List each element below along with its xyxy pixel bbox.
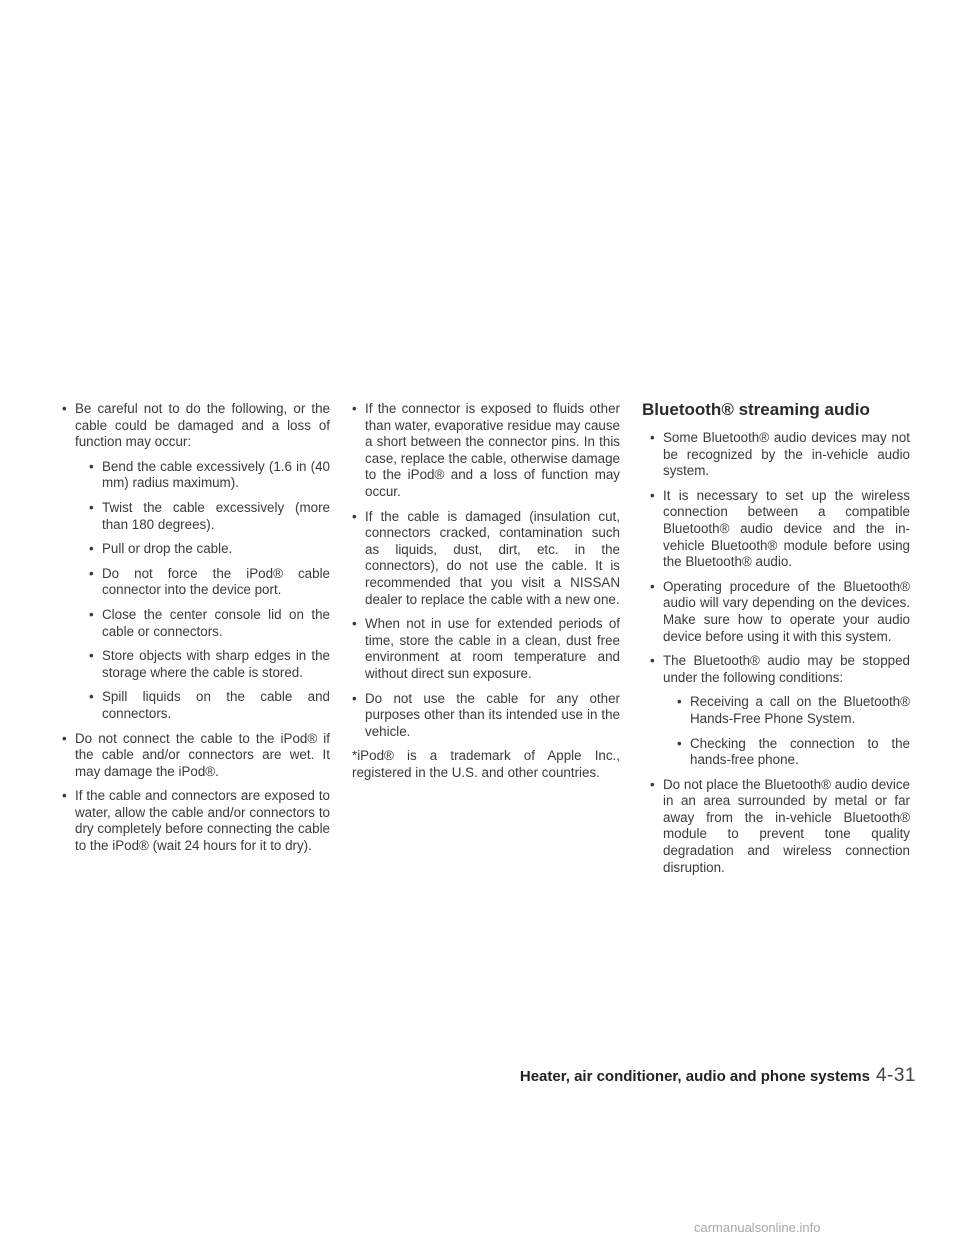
page-footer: [520, 1066, 916, 1087]
watermark: carmanualsonline.info: [694, 1220, 821, 1235]
list-item: • It is necessary to set up the wireless connection between a compatible Bluetooth® audio device and the in-vehicle Bluetooth® module before using the Bluetooth® audio.: [650, 488, 910, 571]
footer-section-title: Heater, air conditioner, audio and phone systems: [519, 1068, 870, 1085]
list-item: • Do not connect the cable to the iPod® if the cable and/or connectors are wet. It may damage the iPod®.: [62, 731, 330, 781]
sub-list-item: • Close the center console lid on the cable or connectors.: [89, 607, 330, 640]
trademark-note: *iPod® is a trademark of Apple Inc., registered in the U.S. and other countries.: [352, 748, 620, 780]
column-middle: [352, 401, 620, 781]
list-item: • Be careful not to do the following, or the cable could be damaged and a loss of function may occur: • Bend the cable excessively (1.6 in (40 mm) radius maximum). • Twist the cable excessively (more than 180 degrees). • Pull or drop the cable. • Do not force the iPod® cable connector into the device port. • Close the center console lid on the cable or connectors. • Store objects with sharp edges in the storage where the cable is stored. • Spill liquids on the cable and connectors.: [62, 401, 330, 723]
list-item: • If the connector is exposed to fluids other than water, evaporative residue may cause a short between the connector pins. In this case, replace the cable, otherwise damage to the iPod® and a loss of function may occur.: [352, 401, 620, 501]
bluetooth-list: [650, 430, 910, 876]
sub-list-item: • Twist the cable excessively (more than 180 degrees).: [89, 500, 330, 533]
sub-list-item: • Do not force the iPod® cable connector into the device port.: [89, 566, 330, 599]
list-item: • The Bluetooth® audio may be stopped under the following conditions: • Receiving a call on the Bluetooth® Hands-Free Phone System. • Checking the connection to the hands-free phone.: [650, 653, 910, 769]
list-item: • Operating procedure of the Bluetooth® audio will vary depending on the devices. Make sure how to operate your audio device before using it with this system.: [650, 579, 910, 645]
column-left: [62, 401, 330, 863]
column-right: [642, 400, 910, 884]
sub-list-item: • Spill liquids on the cable and connectors.: [89, 689, 330, 722]
list-item: • If the cable and connectors are exposed to water, allow the cable and/or connectors to dry completely before connecting the cable to the iPod® (wait 24 hours for it to dry).: [62, 788, 330, 854]
sub-list-item: • Receiving a call on the Bluetooth® Hands-Free Phone System.: [677, 694, 910, 727]
list-item: • Some Bluetooth® audio devices may not be recognized by the in-vehicle audio system.: [650, 430, 910, 480]
list-item: • When not in use for extended periods of time, store the cable in a clean, dust free environment at room temperature and without direct sun exposure.: [352, 616, 620, 682]
page-number: 4-31: [875, 1065, 916, 1086]
section-heading: Bluetooth® streaming audio: [642, 400, 870, 419]
sub-list-item: • Bend the cable excessively (1.6 in (40 mm) radius maximum).: [89, 459, 330, 492]
sub-list-item: • Pull or drop the cable.: [89, 541, 330, 558]
sub-list-item: • Store objects with sharp edges in the storage where the cable is stored.: [89, 648, 330, 681]
list-item: • Do not use the cable for any other purposes other than its intended use in the vehicle.: [352, 691, 620, 741]
sub-list: [663, 694, 910, 768]
list-item: • If the cable is damaged (insulation cut, connectors cracked, contamination such as liquids, dust, dirt, etc. in the connectors), do not use the cable. It is recommended that you visit a NISSAN dealer to replace the cable with a new one.: [352, 509, 620, 609]
sub-list-item: • Checking the connection to the hands-free phone.: [677, 736, 910, 769]
sub-list: [75, 459, 330, 723]
list-item: • Do not place the Bluetooth® audio device in an area surrounded by metal or far away from the in-vehicle Bluetooth® module to prevent tone quality degradation and wireless connection disruption.: [650, 777, 910, 877]
